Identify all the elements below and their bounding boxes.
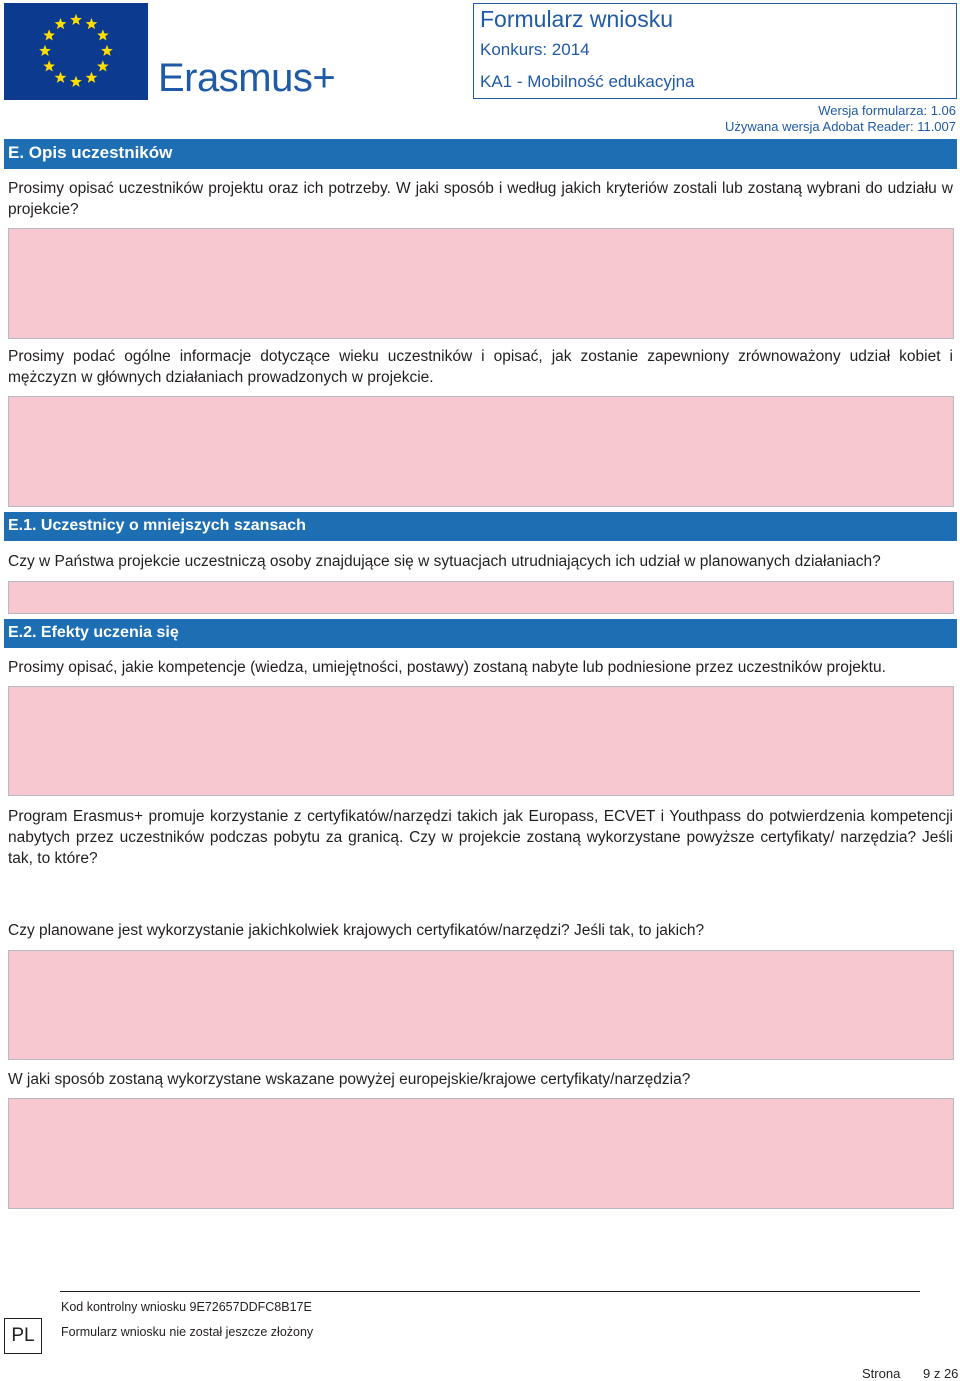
- question-eu-certificates: Program Erasmus+ promuje korzystanie z certyfikatów/narzędzi takich jak Europass, ECVET i Youthpass do potwierdzenia kompetencji nabytych przez uczestników podczas pobytu za granicą. Czy w projekcie zostaną wykorzystane powyższe certyfikaty/ narzędzia? Jeśli tak, to które?: [8, 808, 953, 867]
- answer-field-national-certificates[interactable]: [8, 950, 954, 1060]
- control-code: Kod kontrolny wniosku 9E72657DDFC8B17E: [61, 1300, 312, 1314]
- question-age-gender-balance: Prosimy podać ogólne informacje dotyczące wieku uczestników i opisać, jak zostanie zapewniony zrównoważony udział kobiet i mężczyzn w głównych działaniach prowadzonych w projekcie.: [8, 348, 953, 386]
- section-e1-header: E.1. Uczestnicy o mniejszych szansach: [4, 512, 957, 541]
- section-e-header: E. Opis uczestników: [4, 139, 957, 169]
- section-e2-header: E.2. Efekty uczenia się: [4, 619, 957, 648]
- page-number: 9 z 26: [923, 1366, 959, 1381]
- question-fewer-opportunities: Czy w Państwa projekcie uczestniczą osoby znajdujące się w sytuacjach utrudniających ich udział w planowanych działaniach?: [8, 553, 881, 570]
- question-certificate-usage: W jaki sposób zostaną wykorzystane wskazane powyżej europejskie/krajowe certyfikaty/narzędzia?: [8, 1071, 691, 1088]
- page-label: Strona: [862, 1366, 901, 1381]
- answer-field-learning-outcomes[interactable]: [8, 686, 954, 796]
- contest-year: Konkurs: 2014: [480, 40, 590, 59]
- language-code: PL: [4, 1318, 42, 1354]
- answer-field-age-gender[interactable]: [8, 396, 954, 507]
- question-learning-outcomes: Prosimy opisać, jakie kompetencje (wiedza, umiejętności, postawy) zostaną nabyte lub podniesione przez uczestników projektu.: [8, 659, 886, 676]
- question-participants-description: Prosimy opisać uczestników projektu oraz ich potrzeby. W jaki sposób i według jakich kryteriów zostali lub zostaną wybrani do udziału w projekcie?: [8, 180, 953, 218]
- reader-version: Używana wersja Adobat Reader: 11.007: [724, 119, 956, 134]
- question-national-certificates: Czy planowane jest wykorzystanie jakichkolwiek krajowych certyfikatów/narzędzi? Jeśli tak, to jakich?: [8, 922, 705, 939]
- footer-divider: [60, 1291, 920, 1292]
- answer-field-participants[interactable]: [8, 228, 954, 339]
- form-version: Wersja formularza: 1.06: [818, 103, 956, 118]
- eu-flag-icon: [4, 3, 148, 100]
- form-title: Formularz wniosku: [480, 6, 673, 32]
- answer-field-fewer-opportunities[interactable]: [8, 581, 954, 614]
- key-action: KA1 - Mobilność edukacyjna: [480, 72, 695, 91]
- erasmus-logo-text: Erasmus+: [158, 56, 336, 100]
- submission-status: Formularz wniosku nie został jeszcze złożony: [61, 1325, 314, 1339]
- answer-field-certificate-usage[interactable]: [8, 1098, 954, 1209]
